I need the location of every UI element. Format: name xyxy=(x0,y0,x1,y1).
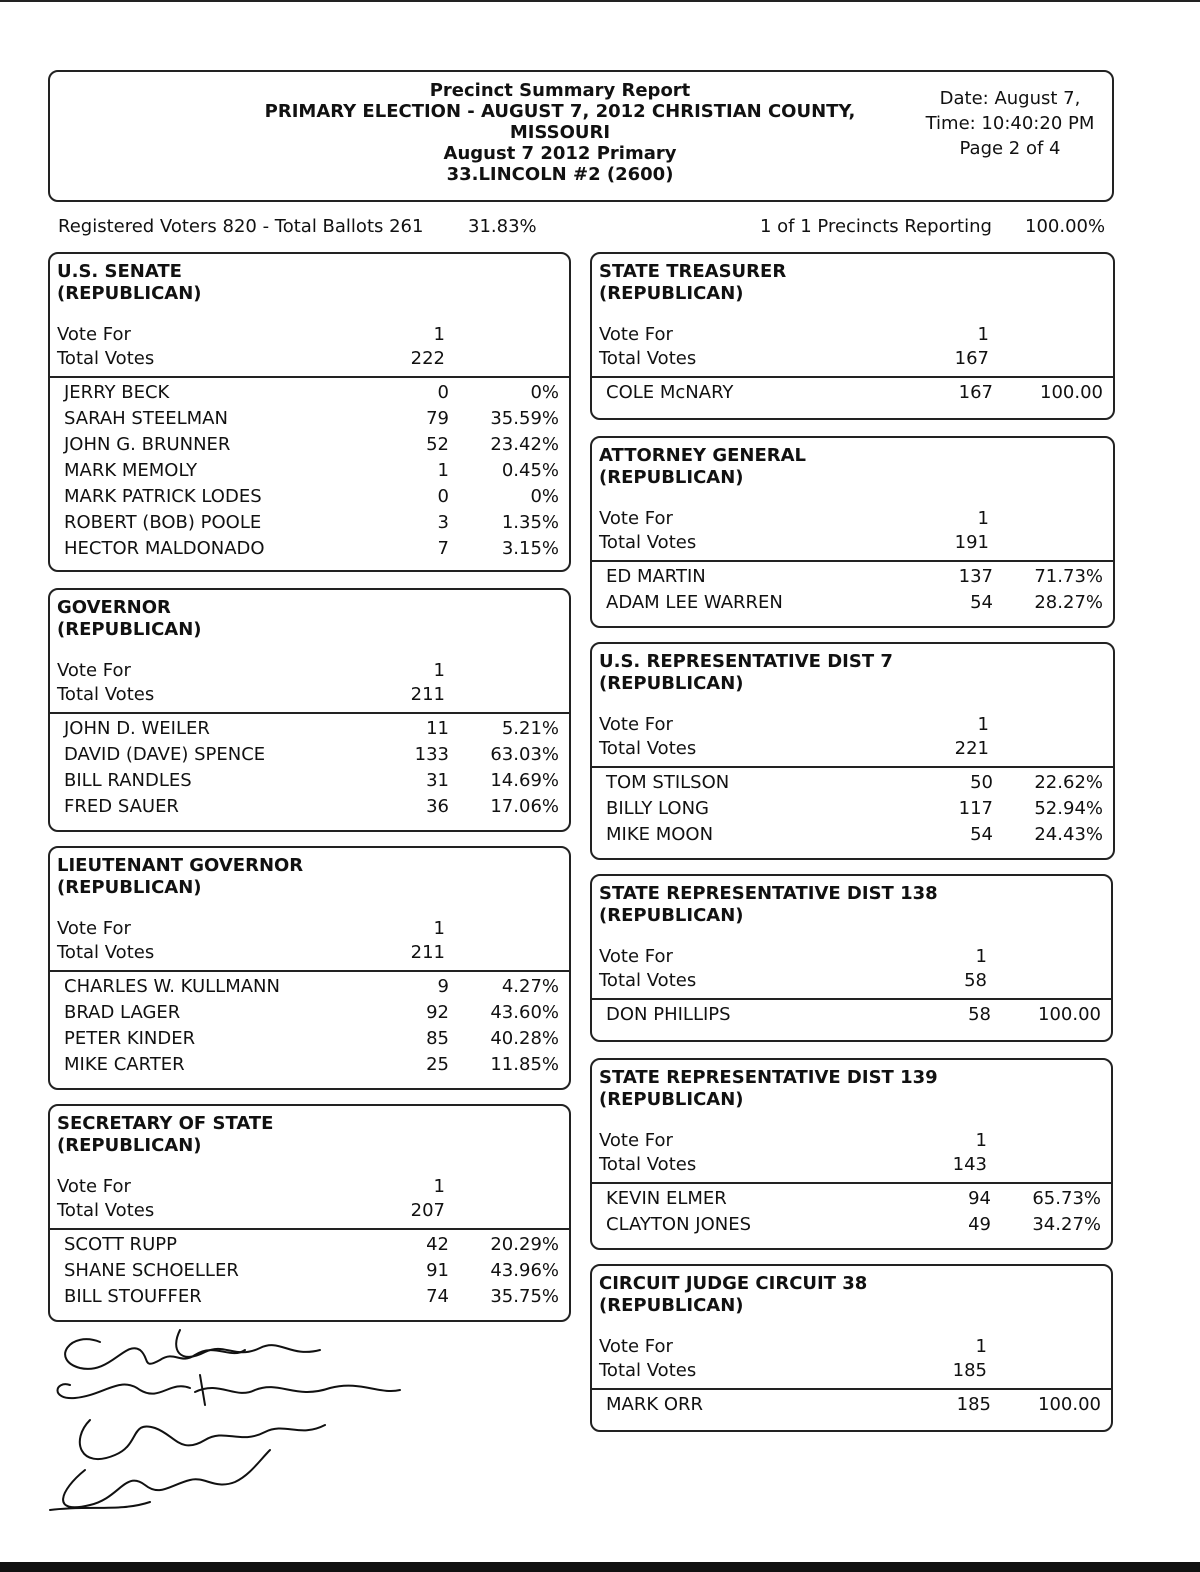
vote-for-label: Vote For xyxy=(57,324,131,345)
vote-for-label: Vote For xyxy=(599,508,673,529)
vote-for-label: Vote For xyxy=(599,1336,673,1357)
vote-for-row xyxy=(57,660,562,684)
total-votes-label: Total Votes xyxy=(599,348,697,369)
reporting-percent: 100.00% xyxy=(1025,216,1106,237)
report-header xyxy=(48,70,1114,202)
candidate-name: BILL STOUFFER xyxy=(64,1286,202,1307)
race-title: U.S. REPRESENTATIVE DIST 7 xyxy=(599,651,893,672)
candidate-percent: 4.27% xyxy=(501,976,559,997)
race-title-block xyxy=(57,1113,273,1157)
race-party: (REPUBLICAN) xyxy=(57,877,202,898)
candidate-row xyxy=(64,770,559,796)
candidate-row xyxy=(606,772,1103,798)
race-lieutenant-governor xyxy=(48,846,571,1090)
candidate-row xyxy=(606,798,1103,824)
candidate-name: MIKE CARTER xyxy=(64,1054,185,1075)
candidate-votes: 11 xyxy=(426,718,449,739)
total-votes-label: Total Votes xyxy=(599,532,697,553)
race-governor xyxy=(48,588,571,832)
candidate-votes: 0 xyxy=(437,382,449,403)
total-votes-row xyxy=(599,532,1106,556)
vote-for-label: Vote For xyxy=(599,946,673,967)
candidate-percent: 5.21% xyxy=(501,718,559,739)
vote-for-label: Vote For xyxy=(57,918,131,939)
candidate-name: SCOTT RUPP xyxy=(64,1234,177,1255)
race-title-block xyxy=(57,597,202,641)
vote-for-value: 1 xyxy=(433,660,445,681)
total-votes-value: 191 xyxy=(954,532,989,553)
total-votes-value: 221 xyxy=(954,738,989,759)
candidate-votes: 49 xyxy=(968,1214,991,1235)
vote-for-value: 1 xyxy=(977,508,989,529)
vote-for-row xyxy=(599,1336,1104,1360)
top-rule xyxy=(0,0,1200,2)
vote-for-value: 1 xyxy=(975,946,987,967)
total-votes-label: Total Votes xyxy=(57,1200,155,1221)
race-title: STATE REPRESENTATIVE DIST 138 xyxy=(599,883,938,904)
registered-voters: Registered Voters 820 - Total Ballots 261 xyxy=(58,216,424,237)
total-votes-label: Total Votes xyxy=(57,942,155,963)
total-votes-value: 58 xyxy=(964,970,987,991)
candidate-row xyxy=(64,434,559,460)
vote-for-label: Vote For xyxy=(599,1130,673,1151)
total-votes-row xyxy=(599,738,1106,762)
election-line-2: MISSOURI xyxy=(509,122,611,143)
candidate-votes: 1 xyxy=(437,460,449,481)
candidate-percent: 23.42% xyxy=(490,434,559,455)
vote-for-value: 1 xyxy=(433,1176,445,1197)
candidate-votes: 91 xyxy=(426,1260,449,1281)
candidate-name: ADAM LEE WARREN xyxy=(606,592,783,613)
race-u-s-senate xyxy=(48,252,571,572)
candidate-votes: 133 xyxy=(414,744,449,765)
race-state-representative-dist-139 xyxy=(590,1058,1113,1250)
candidate-percent: 17.06% xyxy=(490,796,559,817)
candidate-row xyxy=(64,744,559,770)
total-votes-label: Total Votes xyxy=(57,684,155,705)
candidate-votes: 3 xyxy=(437,512,449,533)
total-votes-row xyxy=(599,1360,1104,1384)
bottom-rule xyxy=(0,1562,1200,1572)
vote-for-row xyxy=(57,324,562,348)
candidate-percent: 0.45% xyxy=(501,460,559,481)
candidate-percent: 43.96% xyxy=(490,1260,559,1281)
election-line-1: PRIMARY ELECTION - AUGUST 7, 2012 CHRISTIAN COUNTY, xyxy=(264,101,856,122)
candidate-name: HECTOR MALDONADO xyxy=(64,538,265,559)
race-party: (REPUBLICAN) xyxy=(599,905,744,926)
total-votes-label: Total Votes xyxy=(599,738,697,759)
precincts-reporting: 1 of 1 Precincts Reporting xyxy=(760,216,992,237)
candidate-row xyxy=(606,1004,1101,1030)
race-divider xyxy=(592,998,1111,1000)
candidate-row xyxy=(64,538,559,564)
candidate-percent: 24.43% xyxy=(1034,824,1103,845)
race-title: U.S. SENATE xyxy=(57,261,182,282)
candidate-name: FRED SAUER xyxy=(64,796,179,817)
vote-for-value: 1 xyxy=(975,1130,987,1151)
candidate-row xyxy=(64,976,559,1002)
candidate-name: DON PHILLIPS xyxy=(606,1004,731,1025)
candidate-votes: 54 xyxy=(970,592,993,613)
total-votes-value: 207 xyxy=(410,1200,445,1221)
race-party: (REPUBLICAN) xyxy=(599,283,744,304)
total-votes-label: Total Votes xyxy=(599,1360,697,1381)
vote-for-row xyxy=(57,1176,562,1200)
candidate-percent: 34.27% xyxy=(1032,1214,1101,1235)
candidate-percent: 71.73% xyxy=(1034,566,1103,587)
candidate-name: COLE McNARY xyxy=(606,382,734,403)
race-party: (REPUBLICAN) xyxy=(599,1295,744,1316)
candidate-name: ROBERT (BOB) POOLE xyxy=(64,512,262,533)
candidate-percent: 22.62% xyxy=(1034,772,1103,793)
vote-for-row xyxy=(599,1130,1104,1154)
candidate-percent: 0% xyxy=(530,486,559,507)
race-title-block xyxy=(57,855,303,899)
candidate-row xyxy=(64,460,559,486)
candidate-row xyxy=(64,486,559,512)
candidate-name: BILL RANDLES xyxy=(64,770,192,791)
candidate-row xyxy=(64,1002,559,1028)
candidate-name: MIKE MOON xyxy=(606,824,714,845)
candidate-percent: 100.00 xyxy=(1038,1004,1101,1025)
report-date: Date: August 7, xyxy=(939,88,1081,109)
candidate-name: KEVIN ELMER xyxy=(606,1188,727,1209)
race-title: LIEUTENANT GOVERNOR xyxy=(57,855,304,876)
vote-for-row xyxy=(599,714,1106,738)
candidate-name: JERRY BECK xyxy=(64,382,170,403)
candidate-votes: 167 xyxy=(958,382,993,403)
candidate-votes: 185 xyxy=(956,1394,991,1415)
race-u-s-representative-dist-7 xyxy=(590,642,1115,860)
candidate-name: ED MARTIN xyxy=(606,566,706,587)
candidate-votes: 137 xyxy=(958,566,993,587)
race-divider xyxy=(50,712,569,714)
candidate-row xyxy=(64,512,559,538)
candidate-row xyxy=(64,408,559,434)
race-party: (REPUBLICAN) xyxy=(599,673,744,694)
election-name: August 7 2012 Primary xyxy=(443,143,677,164)
total-votes-value: 185 xyxy=(952,1360,987,1381)
candidate-name: SHANE SCHOELLER xyxy=(64,1260,239,1281)
vote-for-value: 1 xyxy=(977,714,989,735)
race-title-block xyxy=(599,1067,938,1111)
race-divider xyxy=(592,1388,1111,1390)
vote-for-value: 1 xyxy=(433,918,445,939)
candidate-votes: 94 xyxy=(968,1188,991,1209)
candidate-votes: 9 xyxy=(437,976,449,997)
candidate-row xyxy=(606,1188,1101,1214)
race-title-block xyxy=(599,1273,867,1317)
candidate-votes: 79 xyxy=(426,408,449,429)
race-party: (REPUBLICAN) xyxy=(57,1135,202,1156)
vote-for-value: 1 xyxy=(977,324,989,345)
candidate-name: SARAH STEELMAN xyxy=(64,408,228,429)
candidate-percent: 100.00 xyxy=(1038,1394,1101,1415)
race-title: SECRETARY OF STATE xyxy=(57,1113,274,1134)
vote-for-label: Vote For xyxy=(599,324,673,345)
candidate-name: MARK MEMOLY xyxy=(64,460,198,481)
candidate-votes: 25 xyxy=(426,1054,449,1075)
precinct-name: 33.LINCOLN #2 (2600) xyxy=(446,164,674,185)
candidate-row xyxy=(606,1394,1101,1420)
candidate-row xyxy=(606,566,1103,592)
race-title: STATE TREASURER xyxy=(599,261,787,282)
race-party: (REPUBLICAN) xyxy=(599,467,744,488)
candidate-votes: 74 xyxy=(426,1286,449,1307)
race-circuit-judge-circuit-38 xyxy=(590,1264,1113,1432)
vote-for-row xyxy=(599,946,1104,970)
candidate-row xyxy=(606,592,1103,618)
turnout-percent: 31.83% xyxy=(468,216,537,237)
race-title-block xyxy=(599,261,786,305)
total-votes-label: Total Votes xyxy=(599,970,697,991)
candidate-row xyxy=(64,718,559,744)
race-divider xyxy=(592,766,1113,768)
total-votes-value: 167 xyxy=(954,348,989,369)
total-votes-label: Total Votes xyxy=(599,1154,697,1175)
candidate-row xyxy=(606,824,1103,850)
report-time: Time: 10:40:20 PM xyxy=(925,113,1095,134)
candidate-votes: 117 xyxy=(958,798,993,819)
total-votes-row xyxy=(57,348,562,372)
candidate-name: JOHN G. BRUNNER xyxy=(64,434,231,455)
candidate-name: BILLY LONG xyxy=(606,798,710,819)
page-number: Page 2 of 4 xyxy=(959,138,1061,159)
candidate-percent: 63.03% xyxy=(490,744,559,765)
candidate-row xyxy=(64,382,559,408)
vote-for-row xyxy=(57,918,562,942)
candidate-percent: 3.15% xyxy=(501,538,559,559)
candidate-percent: 28.27% xyxy=(1034,592,1103,613)
candidate-votes: 42 xyxy=(426,1234,449,1255)
candidate-row xyxy=(64,1028,559,1054)
race-title-block xyxy=(599,445,806,489)
signatures-image xyxy=(30,1320,450,1530)
vote-for-row xyxy=(599,508,1106,532)
total-votes-value: 211 xyxy=(410,942,445,963)
vote-for-label: Vote For xyxy=(57,660,131,681)
candidate-name: MARK ORR xyxy=(606,1394,704,1415)
candidate-row xyxy=(64,1260,559,1286)
race-party: (REPUBLICAN) xyxy=(599,1089,744,1110)
race-party: (REPUBLICAN) xyxy=(57,283,202,304)
candidate-percent: 20.29% xyxy=(490,1234,559,1255)
header-titles xyxy=(220,80,900,185)
candidate-votes: 92 xyxy=(426,1002,449,1023)
race-secretary-of-state xyxy=(48,1104,571,1322)
race-attorney-general xyxy=(590,436,1115,628)
candidate-votes: 31 xyxy=(426,770,449,791)
race-divider xyxy=(592,1182,1111,1184)
vote-for-label: Vote For xyxy=(599,714,673,735)
candidate-row xyxy=(606,1214,1101,1240)
candidate-votes: 0 xyxy=(437,486,449,507)
candidate-votes: 54 xyxy=(970,824,993,845)
vote-for-value: 1 xyxy=(975,1336,987,1357)
race-title: CIRCUIT JUDGE CIRCUIT 38 xyxy=(599,1273,868,1294)
report-title: Precinct Summary Report xyxy=(429,80,691,101)
race-title: GOVERNOR xyxy=(57,597,171,618)
candidate-percent: 35.59% xyxy=(490,408,559,429)
candidate-row xyxy=(606,382,1103,408)
race-divider xyxy=(50,1228,569,1230)
candidate-percent: 11.85% xyxy=(490,1054,559,1075)
candidate-name: PETER KINDER xyxy=(64,1028,196,1049)
total-votes-value: 222 xyxy=(410,348,445,369)
candidate-percent: 35.75% xyxy=(490,1286,559,1307)
race-party: (REPUBLICAN) xyxy=(57,619,202,640)
candidate-votes: 58 xyxy=(968,1004,991,1025)
race-title: STATE REPRESENTATIVE DIST 139 xyxy=(599,1067,938,1088)
candidate-percent: 52.94% xyxy=(1034,798,1103,819)
candidate-row xyxy=(64,796,559,822)
vote-for-label: Vote For xyxy=(57,1176,131,1197)
vote-for-value: 1 xyxy=(433,324,445,345)
race-state-treasurer xyxy=(590,252,1115,420)
candidate-votes: 36 xyxy=(426,796,449,817)
race-title-block xyxy=(599,883,938,927)
candidate-name: DAVID (DAVE) SPENCE xyxy=(64,744,266,765)
candidate-name: CLAYTON JONES xyxy=(606,1214,752,1235)
total-votes-row xyxy=(599,970,1104,994)
total-votes-row xyxy=(57,684,562,708)
race-divider xyxy=(592,560,1113,562)
candidate-votes: 7 xyxy=(437,538,449,559)
race-divider xyxy=(50,970,569,972)
race-divider xyxy=(592,376,1113,378)
candidate-votes: 85 xyxy=(426,1028,449,1049)
total-votes-row xyxy=(599,1154,1104,1178)
race-divider xyxy=(50,376,569,378)
race-title-block xyxy=(599,651,893,695)
race-title-block xyxy=(57,261,202,305)
total-votes-value: 143 xyxy=(952,1154,987,1175)
candidate-name: BRAD LAGER xyxy=(64,1002,181,1023)
candidate-percent: 40.28% xyxy=(490,1028,559,1049)
candidate-name: TOM STILSON xyxy=(606,772,730,793)
total-votes-label: Total Votes xyxy=(57,348,155,369)
candidate-percent: 100.00 xyxy=(1040,382,1103,403)
candidate-percent: 43.60% xyxy=(490,1002,559,1023)
total-votes-row xyxy=(599,348,1106,372)
total-votes-row xyxy=(57,1200,562,1224)
candidate-name: CHARLES W. KULLMANN xyxy=(64,976,280,997)
candidate-name: JOHN D. WEILER xyxy=(64,718,210,739)
total-votes-value: 211 xyxy=(410,684,445,705)
candidate-percent: 0% xyxy=(530,382,559,403)
total-votes-row xyxy=(57,942,562,966)
race-title: ATTORNEY GENERAL xyxy=(599,445,807,466)
candidate-row xyxy=(64,1234,559,1260)
header-meta xyxy=(910,86,1110,161)
candidate-percent: 65.73% xyxy=(1032,1188,1101,1209)
candidate-percent: 1.35% xyxy=(501,512,559,533)
candidate-votes: 50 xyxy=(970,772,993,793)
race-state-representative-dist-138 xyxy=(590,874,1113,1042)
candidate-percent: 14.69% xyxy=(490,770,559,791)
vote-for-row xyxy=(599,324,1106,348)
candidate-name: MARK PATRICK LODES xyxy=(64,486,262,507)
candidate-votes: 52 xyxy=(426,434,449,455)
candidate-row xyxy=(64,1054,559,1080)
candidate-row xyxy=(64,1286,559,1312)
